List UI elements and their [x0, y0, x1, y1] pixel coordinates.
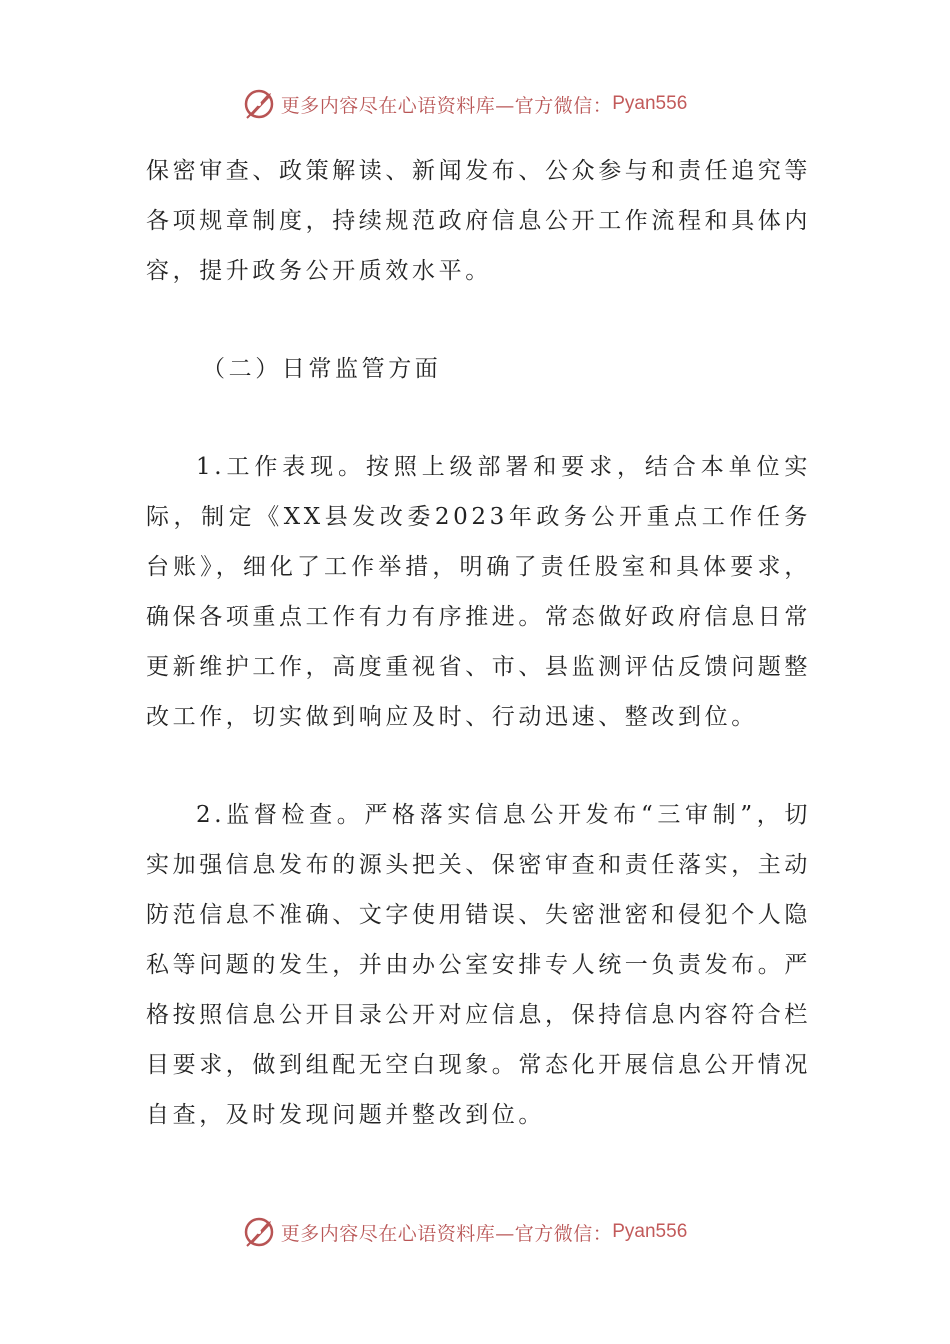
document-body [146, 146, 811, 1140]
section-heading: （二）日常监管方面 [202, 356, 442, 382]
paragraph-work-performance: 1.工作表现。按照上级部署和要求，结合本单位实际，制定《XX县发改委2023年政务公开重点工作任务台账》，细化了工作举措，明确了责任股室和具体要求，确保各项重点工作有力有序推进。常态做好政府信息日常更新维护工作，高度重视省、市、县监测评估反馈问题整改工作，切实做到响应及时、行动迅速、整改到位。 [146, 454, 811, 730]
pen-nib-logo-icon [243, 1215, 277, 1249]
header-watermark [0, 84, 950, 124]
watermark-wechat-id: Pyan556 [612, 1221, 688, 1242]
paragraph-supervision-inspection: 2.监督检查。严格落实信息公开发布“三审制”，切实加强信息发布的源头把关、保密审查和责任落实，主动防范信息不准确、文字使用错误、失密泄密和侵犯个人隐私等问题的发生，并由办公室安排专人统一负责发布。严格按照信息公开目录公开对应信息，保持信息内容符合栏目要求，做到组配无空白现象。常态化开展信息公开情况自查，及时发现问题并整改到位。 [146, 802, 811, 1128]
watermark-text: 更多内容尽在心语资料库—官方微信： [280, 1222, 613, 1245]
pen-nib-logo-icon [243, 87, 277, 121]
footer-watermark [0, 1212, 950, 1252]
watermark-wechat-id: Pyan556 [612, 93, 688, 114]
watermark-text: 更多内容尽在心语资料库—官方微信： [280, 94, 613, 117]
paragraph-continued: 保密审查、政策解读、新闻发布、公众参与和责任追究等各项规章制度，持续规范政府信息公开工作流程和具体内容，提升政务公开质效水平。 [146, 158, 811, 284]
